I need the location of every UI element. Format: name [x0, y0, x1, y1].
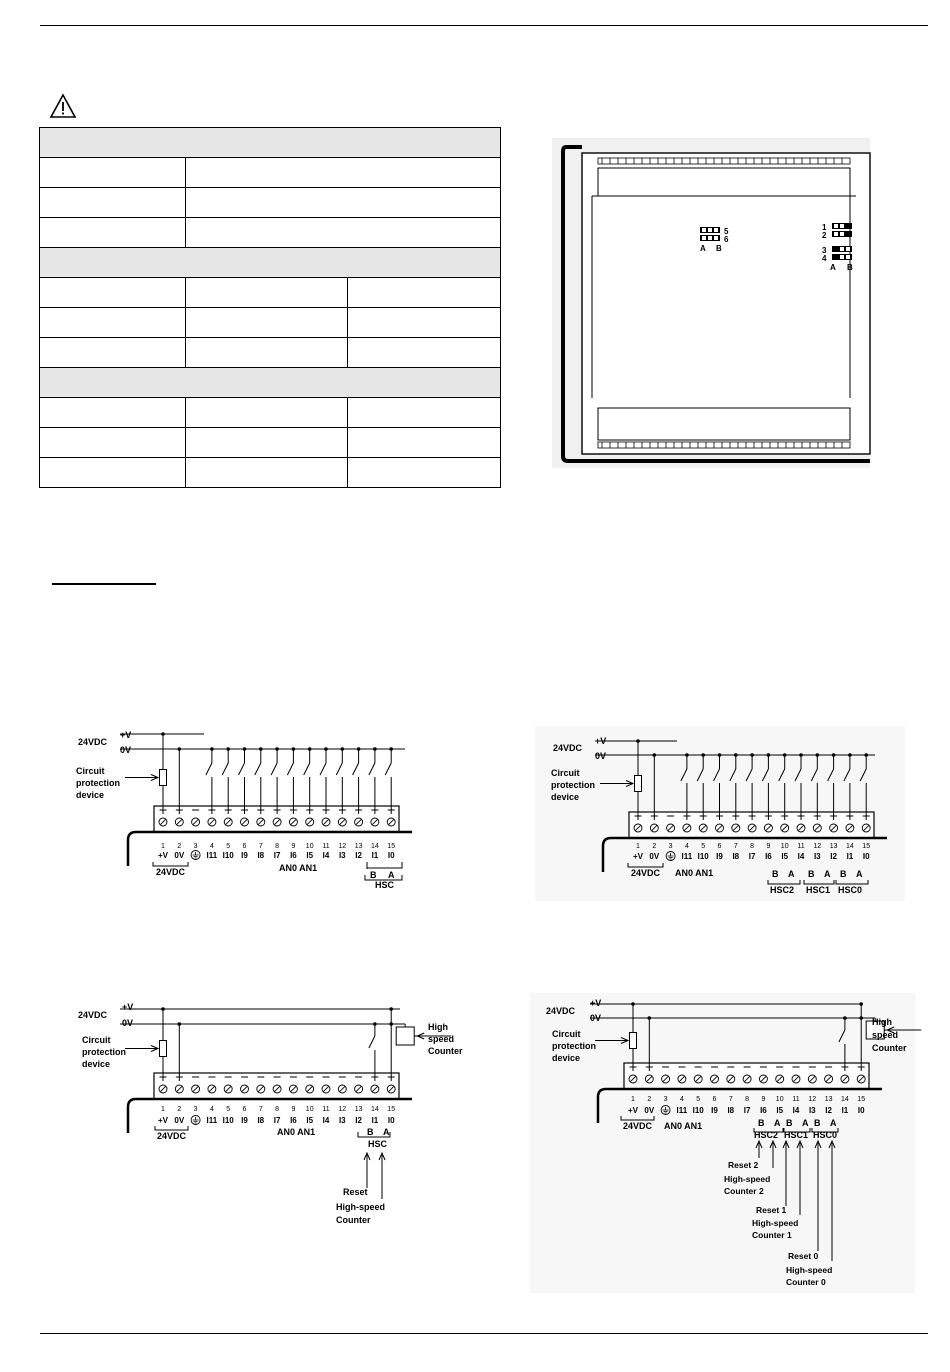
- wiring-diagram-1: [60, 720, 440, 905]
- reset-label: Reset 1: [756, 1205, 787, 1215]
- terminal-number: 4: [209, 1106, 214, 1113]
- pin-label: I0: [387, 851, 395, 860]
- supply-bracket-label: 24VDC: [157, 1131, 187, 1141]
- ba-label: B: [772, 869, 779, 879]
- terminal-number: 14: [371, 1106, 379, 1113]
- terminal-number: 11: [322, 843, 330, 850]
- terminal-number: 11: [792, 1096, 800, 1103]
- cpd-label: device: [551, 792, 580, 802]
- supply-label: 24VDC: [78, 737, 108, 747]
- hs-counter-label: Counter: [336, 1215, 371, 1225]
- hsc-label: HSC2: [770, 885, 795, 895]
- terminal-number: 1: [631, 1096, 635, 1103]
- hsc-box-label: speed: [872, 1030, 899, 1040]
- hsc-label: HSC2: [754, 1130, 779, 1140]
- hsc-box-label: High: [872, 1017, 892, 1027]
- pin-label: I5: [781, 852, 789, 861]
- v-zero-label: 0V: [590, 1013, 602, 1023]
- pin-label: I7: [743, 1106, 751, 1115]
- v-plus-label: +V: [122, 1002, 134, 1012]
- terminal-number: 7: [258, 843, 263, 850]
- pin-label: I0: [857, 1106, 865, 1115]
- table-row: [40, 458, 501, 488]
- pin-label: I6: [290, 1116, 297, 1125]
- pin-label: I10: [697, 852, 709, 861]
- pin-label: +V: [627, 1106, 639, 1115]
- pin-label: I0: [387, 1116, 395, 1125]
- terminal-number: 3: [663, 1096, 668, 1103]
- pin-label: I1: [846, 852, 854, 861]
- terminal-number: 4: [684, 843, 689, 850]
- pin-label: 0V: [644, 1106, 655, 1115]
- cpd-label: device: [76, 790, 105, 800]
- terminal-number: 9: [291, 1106, 296, 1113]
- ba-label: B: [367, 1127, 374, 1137]
- cpd-label: protection: [82, 1047, 126, 1057]
- supply-label: 24VDC: [546, 1006, 576, 1016]
- wiring-diagram-4: [530, 993, 915, 1293]
- ba-label: A: [388, 870, 395, 880]
- analog-label: AN0 AN1: [279, 863, 318, 873]
- header-rule: [40, 25, 928, 26]
- pin-label: I3: [338, 1116, 346, 1125]
- table-row: [40, 158, 501, 188]
- analog-label: AN0 AN1: [675, 868, 714, 878]
- terminal-number: 10: [305, 1106, 314, 1113]
- ground-icon: [191, 1116, 200, 1125]
- terminal-number: 5: [226, 843, 231, 850]
- pin-label: +V: [157, 1116, 169, 1125]
- terminal-number: 13: [824, 1096, 833, 1103]
- ba-label: B: [840, 869, 847, 879]
- cpd-label: protection: [76, 778, 120, 788]
- terminal-number: 10: [780, 843, 789, 850]
- jumper-label: A: [830, 263, 836, 272]
- pin-label: 0V: [174, 851, 185, 860]
- v-plus-label: +V: [120, 730, 132, 740]
- ba-label: A: [788, 869, 795, 879]
- terminal-number: 3: [193, 1106, 198, 1113]
- terminal-number: 7: [258, 1106, 263, 1113]
- terminal-number: 3: [668, 843, 673, 850]
- pin-label: I4: [322, 1116, 330, 1125]
- supply-bracket-label: 24VDC: [631, 868, 661, 878]
- terminal-number: 12: [813, 843, 822, 850]
- jumper-label: 5: [724, 227, 729, 236]
- terminal-number: 13: [354, 843, 363, 850]
- pin-label: 0V: [649, 852, 660, 861]
- table-row: [40, 428, 501, 458]
- pin-label: I8: [257, 851, 265, 860]
- v-plus-label: +V: [595, 736, 607, 746]
- pin-label: I7: [273, 1116, 281, 1125]
- hsc-label: HSC0: [813, 1130, 838, 1140]
- hsc-label: HSC: [375, 880, 395, 890]
- ba-label: A: [802, 1118, 809, 1128]
- pin-label: I4: [792, 1106, 800, 1115]
- terminal-number: 8: [750, 843, 755, 850]
- wiring-diagram-2: [535, 726, 905, 901]
- cpd-label: device: [552, 1053, 581, 1063]
- pin-label: I3: [338, 851, 346, 860]
- terminal-number: 11: [322, 1106, 330, 1113]
- wiring-diagram-3: [60, 995, 480, 1230]
- hsc-label: HSC0: [838, 885, 863, 895]
- hsc-box-label: Counter: [872, 1043, 907, 1053]
- ba-label: A: [774, 1118, 781, 1128]
- ba-label: B: [758, 1118, 765, 1128]
- supply-label: 24VDC: [553, 743, 583, 753]
- pin-label: I5: [306, 1116, 314, 1125]
- ba-label: B: [370, 870, 377, 880]
- hs-counter-label: High-speed: [752, 1218, 799, 1228]
- hs-counter-label: Counter 2: [724, 1186, 764, 1196]
- reset-label: Reset 2: [728, 1160, 759, 1170]
- hs-counter-label: Counter 0: [786, 1277, 826, 1287]
- terminal-number: 15: [862, 843, 871, 850]
- terminal-number: 2: [177, 843, 182, 850]
- terminal-number: 13: [354, 1106, 363, 1113]
- terminal-number: 6: [242, 1106, 247, 1113]
- terminal-number: 6: [712, 1096, 717, 1103]
- pin-label: I6: [765, 852, 772, 861]
- v-zero-label: 0V: [120, 745, 132, 755]
- pin-label: I11: [206, 851, 218, 860]
- pin-label: +V: [632, 852, 644, 861]
- cpd-label: protection: [552, 1041, 596, 1051]
- terminal-number: 8: [745, 1096, 750, 1103]
- table-row: [40, 188, 501, 218]
- pin-label: I11: [676, 1106, 688, 1115]
- pin-label: I8: [727, 1106, 735, 1115]
- ba-label: A: [824, 869, 831, 879]
- supply-bracket-label: 24VDC: [623, 1121, 653, 1131]
- jumper-label: B: [716, 244, 722, 253]
- terminal-number: 12: [338, 843, 347, 850]
- terminal-number: 5: [696, 1096, 701, 1103]
- pin-label: I9: [241, 851, 248, 860]
- pin-label: I0: [862, 852, 870, 861]
- hs-counter-label: High-speed: [336, 1202, 386, 1212]
- terminal-number: 1: [161, 1106, 165, 1113]
- ba-label: B: [808, 869, 815, 879]
- ba-label: A: [383, 1127, 390, 1137]
- hsc-label: HSC1: [784, 1130, 809, 1140]
- pin-label: I10: [222, 851, 234, 860]
- pin-label: I11: [681, 852, 693, 861]
- jumper-label: 2: [822, 231, 827, 240]
- terminal-number: 2: [177, 1106, 182, 1113]
- spec-table: [39, 127, 501, 488]
- table-row: [40, 398, 501, 428]
- terminal-number: 9: [761, 1096, 766, 1103]
- ba-label: B: [786, 1118, 793, 1128]
- ba-label: A: [830, 1118, 837, 1128]
- terminal-number: 5: [226, 1106, 231, 1113]
- terminal-number: 15: [387, 843, 396, 850]
- terminal-number: 4: [679, 1096, 684, 1103]
- pin-label: I2: [825, 1106, 832, 1115]
- section-title-underline: [52, 583, 156, 585]
- terminal-number: 15: [387, 1106, 396, 1113]
- terminal-number: 6: [717, 843, 722, 850]
- pin-label: I9: [711, 1106, 718, 1115]
- pin-label: I2: [830, 852, 837, 861]
- pin-label: I1: [371, 851, 379, 860]
- footer-rule: [40, 1333, 928, 1334]
- pin-label: I11: [206, 1116, 218, 1125]
- pin-label: I7: [273, 851, 281, 860]
- pin-label: I9: [241, 1116, 248, 1125]
- cpd-label: Circuit: [76, 766, 105, 776]
- pin-label: I6: [290, 851, 297, 860]
- jumper-label: B: [847, 263, 853, 272]
- terminal-number: 6: [242, 843, 247, 850]
- table-section-header: [40, 368, 501, 398]
- terminal-number: 1: [161, 843, 165, 850]
- terminal-number: 9: [291, 843, 296, 850]
- hsc-label: HSC: [368, 1139, 388, 1149]
- terminal-number: 11: [797, 843, 805, 850]
- terminal-number: 5: [701, 843, 706, 850]
- pin-label: I7: [748, 852, 756, 861]
- terminal-number: 2: [652, 843, 657, 850]
- terminal-number: 2: [647, 1096, 652, 1103]
- terminal-number: 4: [209, 843, 214, 850]
- jumper-label: 6: [724, 235, 729, 244]
- table-row: [40, 338, 501, 368]
- pin-label: I8: [257, 1116, 265, 1125]
- table-section-header: [40, 248, 501, 278]
- terminal-number: 14: [841, 1096, 849, 1103]
- cpd-label: Circuit: [552, 1029, 581, 1039]
- pin-label: I3: [808, 1106, 816, 1115]
- analog-label: AN0 AN1: [664, 1121, 703, 1131]
- hs-counter-label: Counter 1: [752, 1230, 792, 1240]
- pin-label: I6: [760, 1106, 767, 1115]
- labels: [158, 843, 395, 860]
- v-plus-label: +V: [590, 998, 602, 1008]
- supply-bracket-label: 24VDC: [156, 867, 186, 877]
- cpd-label: protection: [551, 780, 595, 790]
- table-row: [40, 308, 501, 338]
- ground-icon: [191, 851, 200, 860]
- ba-label: B: [814, 1118, 821, 1128]
- reset-label: Reset 0: [788, 1251, 819, 1261]
- jumper-label: A: [700, 244, 706, 253]
- terminal-number: 8: [275, 843, 280, 850]
- terminal-block: [120, 1007, 451, 1133]
- v-zero-label: 0V: [122, 1018, 134, 1028]
- pin-label: I10: [222, 1116, 234, 1125]
- terminal-number: 15: [857, 1096, 866, 1103]
- terminal-number: 10: [305, 843, 314, 850]
- ba-label: A: [856, 869, 863, 879]
- pin-label: I5: [306, 851, 314, 860]
- pin-label: 0V: [174, 1116, 185, 1125]
- pin-label: I5: [776, 1106, 784, 1115]
- supply-label: 24VDC: [78, 1010, 108, 1020]
- terminal-number: 12: [338, 1106, 347, 1113]
- hs-counter-label: High-speed: [786, 1265, 833, 1275]
- hsc-box-label: speed: [428, 1034, 455, 1044]
- cpd-label: device: [82, 1059, 111, 1069]
- terminal-number: 7: [728, 1096, 733, 1103]
- table-row: [40, 278, 501, 308]
- hsc-label: HSC1: [806, 885, 831, 895]
- table-row: [40, 218, 501, 248]
- pin-label: I2: [355, 1116, 362, 1125]
- reset-label: Reset: [343, 1187, 368, 1197]
- warning-icon: [50, 94, 76, 118]
- pin-label: I4: [322, 851, 330, 860]
- jumper-label: 1: [822, 223, 827, 232]
- terminal-number: 12: [808, 1096, 817, 1103]
- hsc-box-label: Counter: [428, 1046, 463, 1056]
- terminal-number: 8: [275, 1106, 280, 1113]
- table-section-header: [40, 128, 501, 158]
- terminal-number: 3: [193, 843, 198, 850]
- pin-label: I9: [716, 852, 723, 861]
- jumper-label: 4: [822, 254, 827, 263]
- hsc-box: [396, 1027, 414, 1045]
- pin-label: I10: [692, 1106, 704, 1115]
- terminal-number: 9: [766, 843, 771, 850]
- pin-label: I8: [732, 852, 740, 861]
- terminal-number: 1: [636, 843, 640, 850]
- v-zero-label: 0V: [595, 751, 607, 761]
- terminal-number: 7: [733, 843, 738, 850]
- cpd-label: Circuit: [551, 768, 580, 778]
- cpd-label: Circuit: [82, 1035, 111, 1045]
- pin-label: I3: [813, 852, 821, 861]
- terminal-number: 14: [371, 843, 379, 850]
- terminal-number: 14: [846, 843, 854, 850]
- pin-label: I1: [371, 1116, 379, 1125]
- pin-label: +V: [157, 851, 169, 860]
- jumper-label: 3: [822, 246, 827, 255]
- pin-label: I1: [841, 1106, 849, 1115]
- terminal-number: 13: [829, 843, 838, 850]
- controller-back-illustration: [552, 138, 870, 468]
- pin-label: I4: [797, 852, 805, 861]
- hsc-box-label: High: [428, 1022, 448, 1032]
- hs-counter-label: High-speed: [724, 1174, 771, 1184]
- terminal-number: 10: [775, 1096, 784, 1103]
- analog-label: AN0 AN1: [277, 1127, 316, 1137]
- pin-label: I2: [355, 851, 362, 860]
